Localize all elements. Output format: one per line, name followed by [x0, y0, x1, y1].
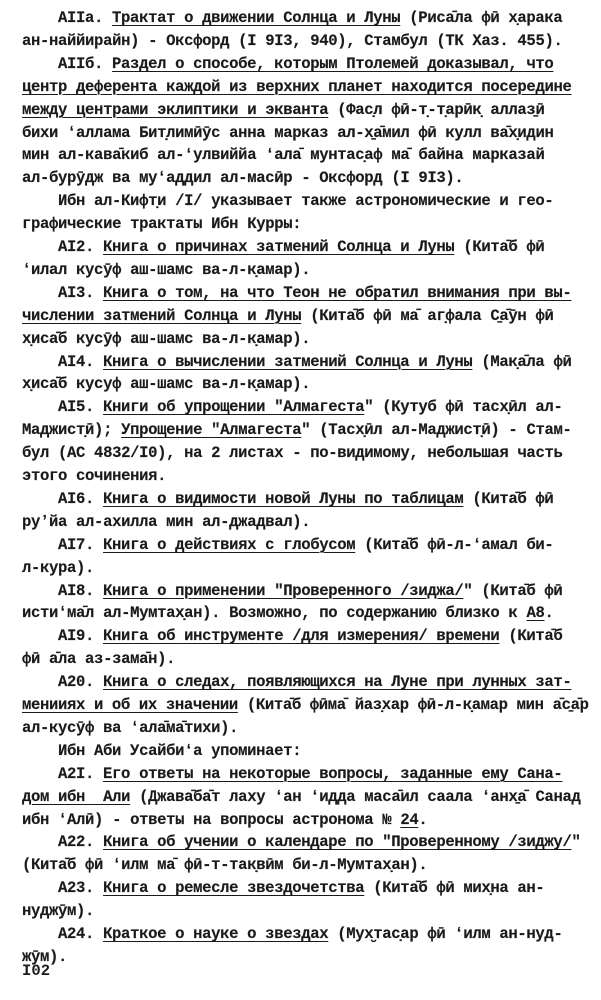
- text-line: [58, 489, 553, 509]
- text-line: [22, 145, 544, 165]
- line-text: ан-наййирайн) - Оксфорд (I 9I3, 940), Стамбул (ТК Хаз. 455).: [22, 31, 563, 50]
- underlined-title: Книга о применении "Проверенного /зиджа/: [103, 581, 464, 600]
- line-text: (Кита̄б фӣ ма̄ аг̣фала С̱а̄ӯн фӣ: [301, 306, 554, 325]
- line-text: AIIa.: [58, 9, 113, 27]
- underlined-title: менииях и об их значении: [22, 696, 238, 714]
- line-text: этого сочинения.: [22, 467, 167, 485]
- line-text: AI6.: [58, 489, 104, 508]
- page-number: I02: [22, 962, 51, 980]
- underlined-title: Книги об упрощении "Алмагеста: [103, 398, 365, 417]
- line-text: нуджӯм).: [22, 902, 95, 921]
- line-text: AI9.: [58, 627, 104, 646]
- line-text: " (Кита̄б фӣ: [463, 581, 563, 600]
- underlined-title: Книга об инструменте /для измерения/ времени: [103, 627, 500, 646]
- line-text: AI5.: [58, 398, 104, 417]
- line-text: бихи ʻаллама Бит̣лимӣӯс анна марказ ал-х̱а̄мил фӣ кулл ва̄х̣идин: [22, 123, 554, 142]
- line-text: графические трактаты Ибн Курры:: [22, 215, 302, 234]
- line-text: AI2.: [58, 238, 104, 256]
- line-text: бул (АС 4832/I0), на 2 листах - по-видимому, небольшая часть: [22, 444, 563, 463]
- underlined-title: Упрощение "Алмагеста: [121, 421, 302, 440]
- line-text: ": [571, 833, 581, 852]
- text-line: [58, 924, 562, 944]
- line-text: (Фас̣л фӣ-т̣-т̣арӣк̣ аллаз̱ӣ: [328, 100, 545, 119]
- line-text: л-кура).: [22, 558, 95, 577]
- text-line: [22, 329, 310, 349]
- line-text: ал-бурӯдж ва муʻаддил ал-масӣр - Оксфорд (I 9I3).: [22, 169, 464, 188]
- line-text: AIIб.: [58, 54, 113, 73]
- text-line: [58, 191, 553, 211]
- text-line: [22, 443, 562, 463]
- line-text: истиʻма̄л ал-Мумтах̣ан). Возможно, по содержанию близко к: [22, 604, 527, 623]
- line-text: .: [418, 810, 428, 829]
- text-line: [22, 695, 589, 715]
- text-line: [22, 787, 580, 807]
- text-line: [58, 672, 571, 692]
- line-text: руʼйа ал-ахилла мин ал-джадвал).: [22, 512, 311, 531]
- line-text: х̣иса̄б кусуф аш-шамс ва-л-к̣амар).: [22, 375, 311, 394]
- line-text: Ибн Аби Усайбиʻа упоминает:: [58, 741, 302, 760]
- text-line: [58, 8, 562, 28]
- line-text: фӣ а̄ла аз-зама̄н).: [22, 650, 176, 669]
- line-text: (Кита̄б фӣ ʻилм ма̄ фӣ-т-так̣вӣм би-л-Мумтах̣ан).: [22, 856, 428, 875]
- text-line: [22, 214, 301, 234]
- underlined-title: числении затмений Солнца и Луны: [22, 306, 302, 325]
- underlined-title: Раздел о способе, которым Птолемей доказывал, что: [112, 54, 554, 73]
- text-line: [22, 31, 562, 51]
- line-text: (Мух̮тас̣ар фӣ ʻилм ан-нуд-: [328, 925, 563, 943]
- underlined-title: Книга о вычислении затмений Солнца и Луны: [103, 352, 473, 371]
- underlined-title: Книга о ремесле звездочетства: [103, 879, 365, 898]
- line-text: (Кита̄б фӣ-л-ʻамал би-: [355, 535, 554, 554]
- text-line: [22, 123, 553, 143]
- underlined-title: Его ответы на некоторые вопросы, заданные ему Сана-: [103, 764, 563, 783]
- text-line: [22, 718, 238, 738]
- line-text: мин ал-кава̄киб ал-ʻулвиййа ʻала̄ мунтас̣аф ма̄ байна марказай: [22, 146, 545, 165]
- line-text: " (Тасх̣ӣл ал-Маджист̣ӣ) - Стам-: [301, 421, 572, 440]
- text-line: [22, 168, 463, 188]
- text-line: [22, 306, 553, 326]
- underlined-title: центр деферента каждой из верхних планет находится посередине: [22, 77, 572, 96]
- text-line: [22, 374, 310, 394]
- line-text: Маджист̣ӣ);: [22, 421, 122, 440]
- line-text: (Джава̄ба̄т лаху ʻан ʻидда маса̄ил саала ʻанх̱а̄ Санад: [130, 787, 581, 806]
- text-line: [58, 535, 553, 555]
- text-line: [58, 581, 562, 601]
- underlined-title: Книга о причинах затмений Солнца и Луны: [103, 238, 455, 256]
- line-text: (Кита̄б фӣма̄ йаз̣хар фӣ-л-к̣амар мин а̄с̱а̄р: [237, 696, 589, 714]
- line-text: Ибн ал-Кифт̣и /I/ указывает также астрономические и гео-: [58, 192, 554, 211]
- underlined-title: Книга об учении о календаре по "Проверенному /зиджу/: [103, 833, 572, 852]
- underlined-title: Трактат о движении Солнца и Луны: [112, 9, 401, 27]
- text-line: [22, 603, 553, 623]
- text-line: [58, 832, 580, 852]
- line-text: ʻилал кусӯф аш-шамс ва-л-к̣амар).: [22, 260, 311, 279]
- line-text: (Кита̄б фӣ мих̣на ан-: [364, 879, 545, 898]
- line-text: (Мак̣а̄ла фӣ: [472, 352, 572, 371]
- text-line: [58, 878, 544, 898]
- underlined-title: Книга о видимости новой Луны по таблицам: [103, 489, 464, 508]
- line-text: A20.: [58, 673, 104, 692]
- text-line: [22, 77, 571, 97]
- underlined-title: А8: [526, 604, 545, 623]
- line-text: (Кита̄б фӣ: [454, 238, 545, 256]
- text-line: [58, 237, 544, 257]
- text-line: [22, 855, 427, 875]
- line-text: (Кита̄б фӣ: [463, 489, 554, 508]
- text-line: [58, 283, 571, 303]
- line-text: .: [544, 604, 554, 623]
- line-text: " (Кутуб фӣ тасх̣ӣл ал-: [364, 398, 563, 417]
- text-line: [58, 764, 562, 784]
- text-line: [58, 397, 562, 417]
- text-line: [22, 466, 166, 486]
- line-text: ибн ʻАлӣ) - ответы на вопросы астронома №: [22, 810, 401, 829]
- underlined-title: Книга о следах, появляющихся на Луне при лунных зат-: [103, 673, 572, 692]
- line-text: AI8.: [58, 581, 104, 600]
- text-line: [22, 558, 94, 578]
- line-text: A24.: [58, 925, 104, 943]
- text-line: [22, 810, 427, 830]
- underlined-title: Книга о том, на что Теон не обратил внимания при вы-: [103, 283, 572, 302]
- line-text: х̣иса̄б кусӯф аш-шамс ва-л-к̣амар).: [22, 329, 311, 348]
- line-text: ал-кусӯф ва ʻала̄ма̄тихи).: [22, 718, 239, 737]
- text-line: [22, 512, 310, 532]
- text-line: [58, 626, 562, 646]
- underlined-title: дом ибн Али: [22, 787, 131, 806]
- text-line: [22, 901, 94, 921]
- line-text: A22.: [58, 833, 104, 852]
- text-line: [22, 260, 310, 280]
- underlined-title: Книга о действиях с глобусом: [103, 535, 356, 554]
- line-text: AI3.: [58, 283, 104, 302]
- text-line: [58, 352, 571, 372]
- line-text: жӯм).: [22, 947, 68, 966]
- text-line: [58, 54, 553, 74]
- line-text: (Кита̄б: [499, 627, 563, 646]
- line-text: A23.: [58, 879, 104, 898]
- text-line: [58, 741, 301, 761]
- line-text: A2I.: [58, 764, 104, 783]
- underlined-title: 24: [400, 810, 419, 829]
- underlined-title: Краткое о науке о звездах: [103, 925, 329, 943]
- line-text: AI4.: [58, 352, 104, 371]
- line-text: AI7.: [58, 535, 104, 554]
- text-line: [22, 420, 571, 440]
- line-text: (Риса̄ла фӣ х̣арака: [400, 9, 563, 27]
- text-line: [22, 649, 175, 669]
- underlined-title: между центрами эклиптики и экванта: [22, 100, 329, 119]
- text-line: [22, 100, 544, 120]
